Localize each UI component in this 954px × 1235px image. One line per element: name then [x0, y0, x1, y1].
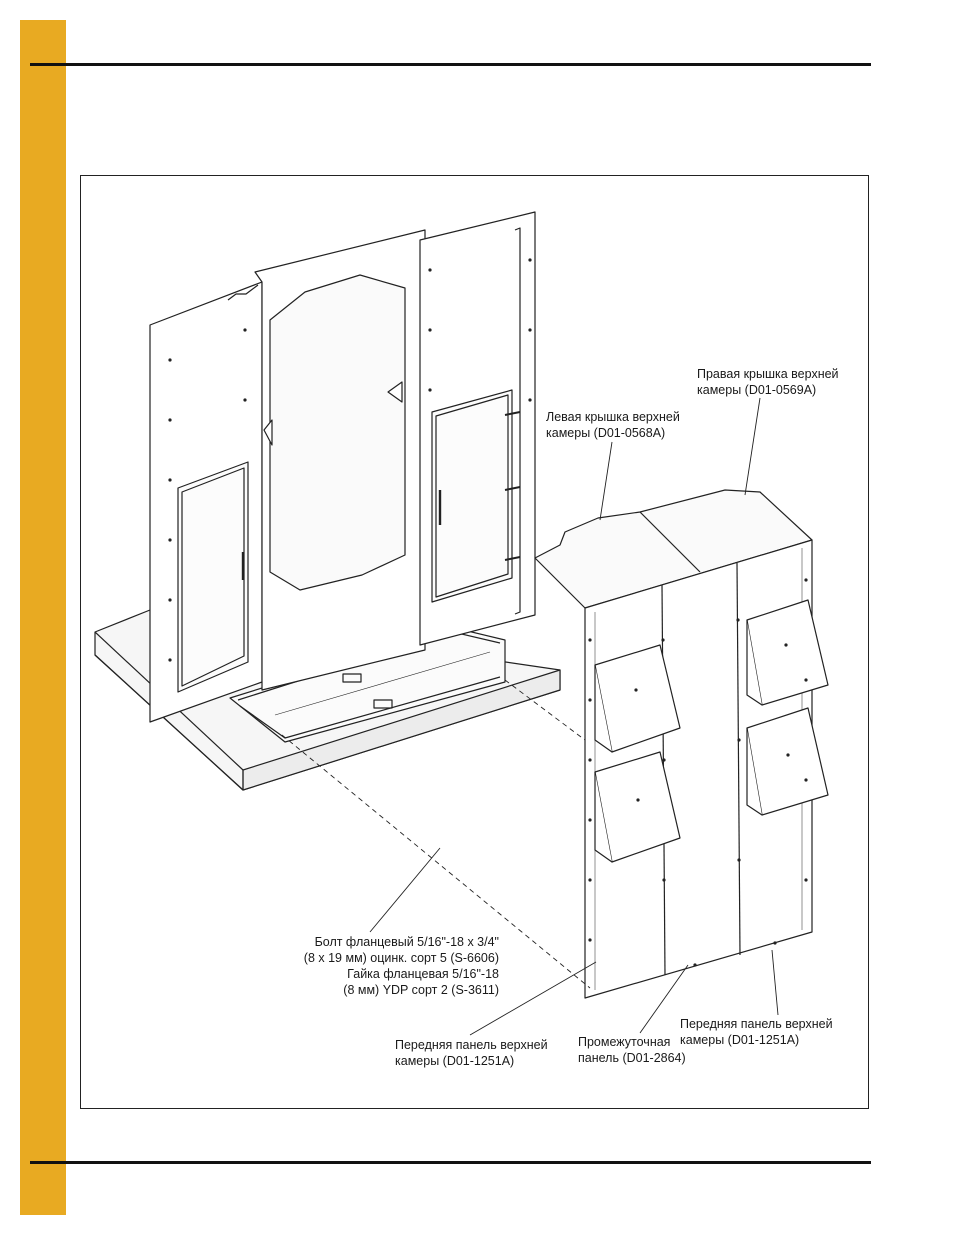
callout-bolt-nut: Болт фланцевый 5/16"-18 x 3/4" (8 x 19 мм) оцинк. сорт 5 (S-6606) Гайка фланцевая 5/16"-18 (8 мм) YDP сорт 2 (S-3611): [303, 935, 499, 997]
left-wall-panel: [150, 282, 262, 722]
right-wall-panel: [420, 212, 535, 645]
callout-left-cover: Левая крышка верхней камеры (D01-0568A): [546, 410, 680, 440]
center-wall-panel: [255, 230, 425, 690]
callout-front-panel-right: Передняя панель верхней камеры (D01-1251A): [680, 1017, 833, 1047]
callout-intermediate-panel: Промежуточная панель (D01-2864): [578, 1035, 686, 1065]
callout-right-cover: Правая крышка верхней камеры (D01-0569A): [697, 367, 839, 397]
callout-front-panel-left: Передняя панель верхней камеры (D01-1251A): [395, 1038, 548, 1068]
